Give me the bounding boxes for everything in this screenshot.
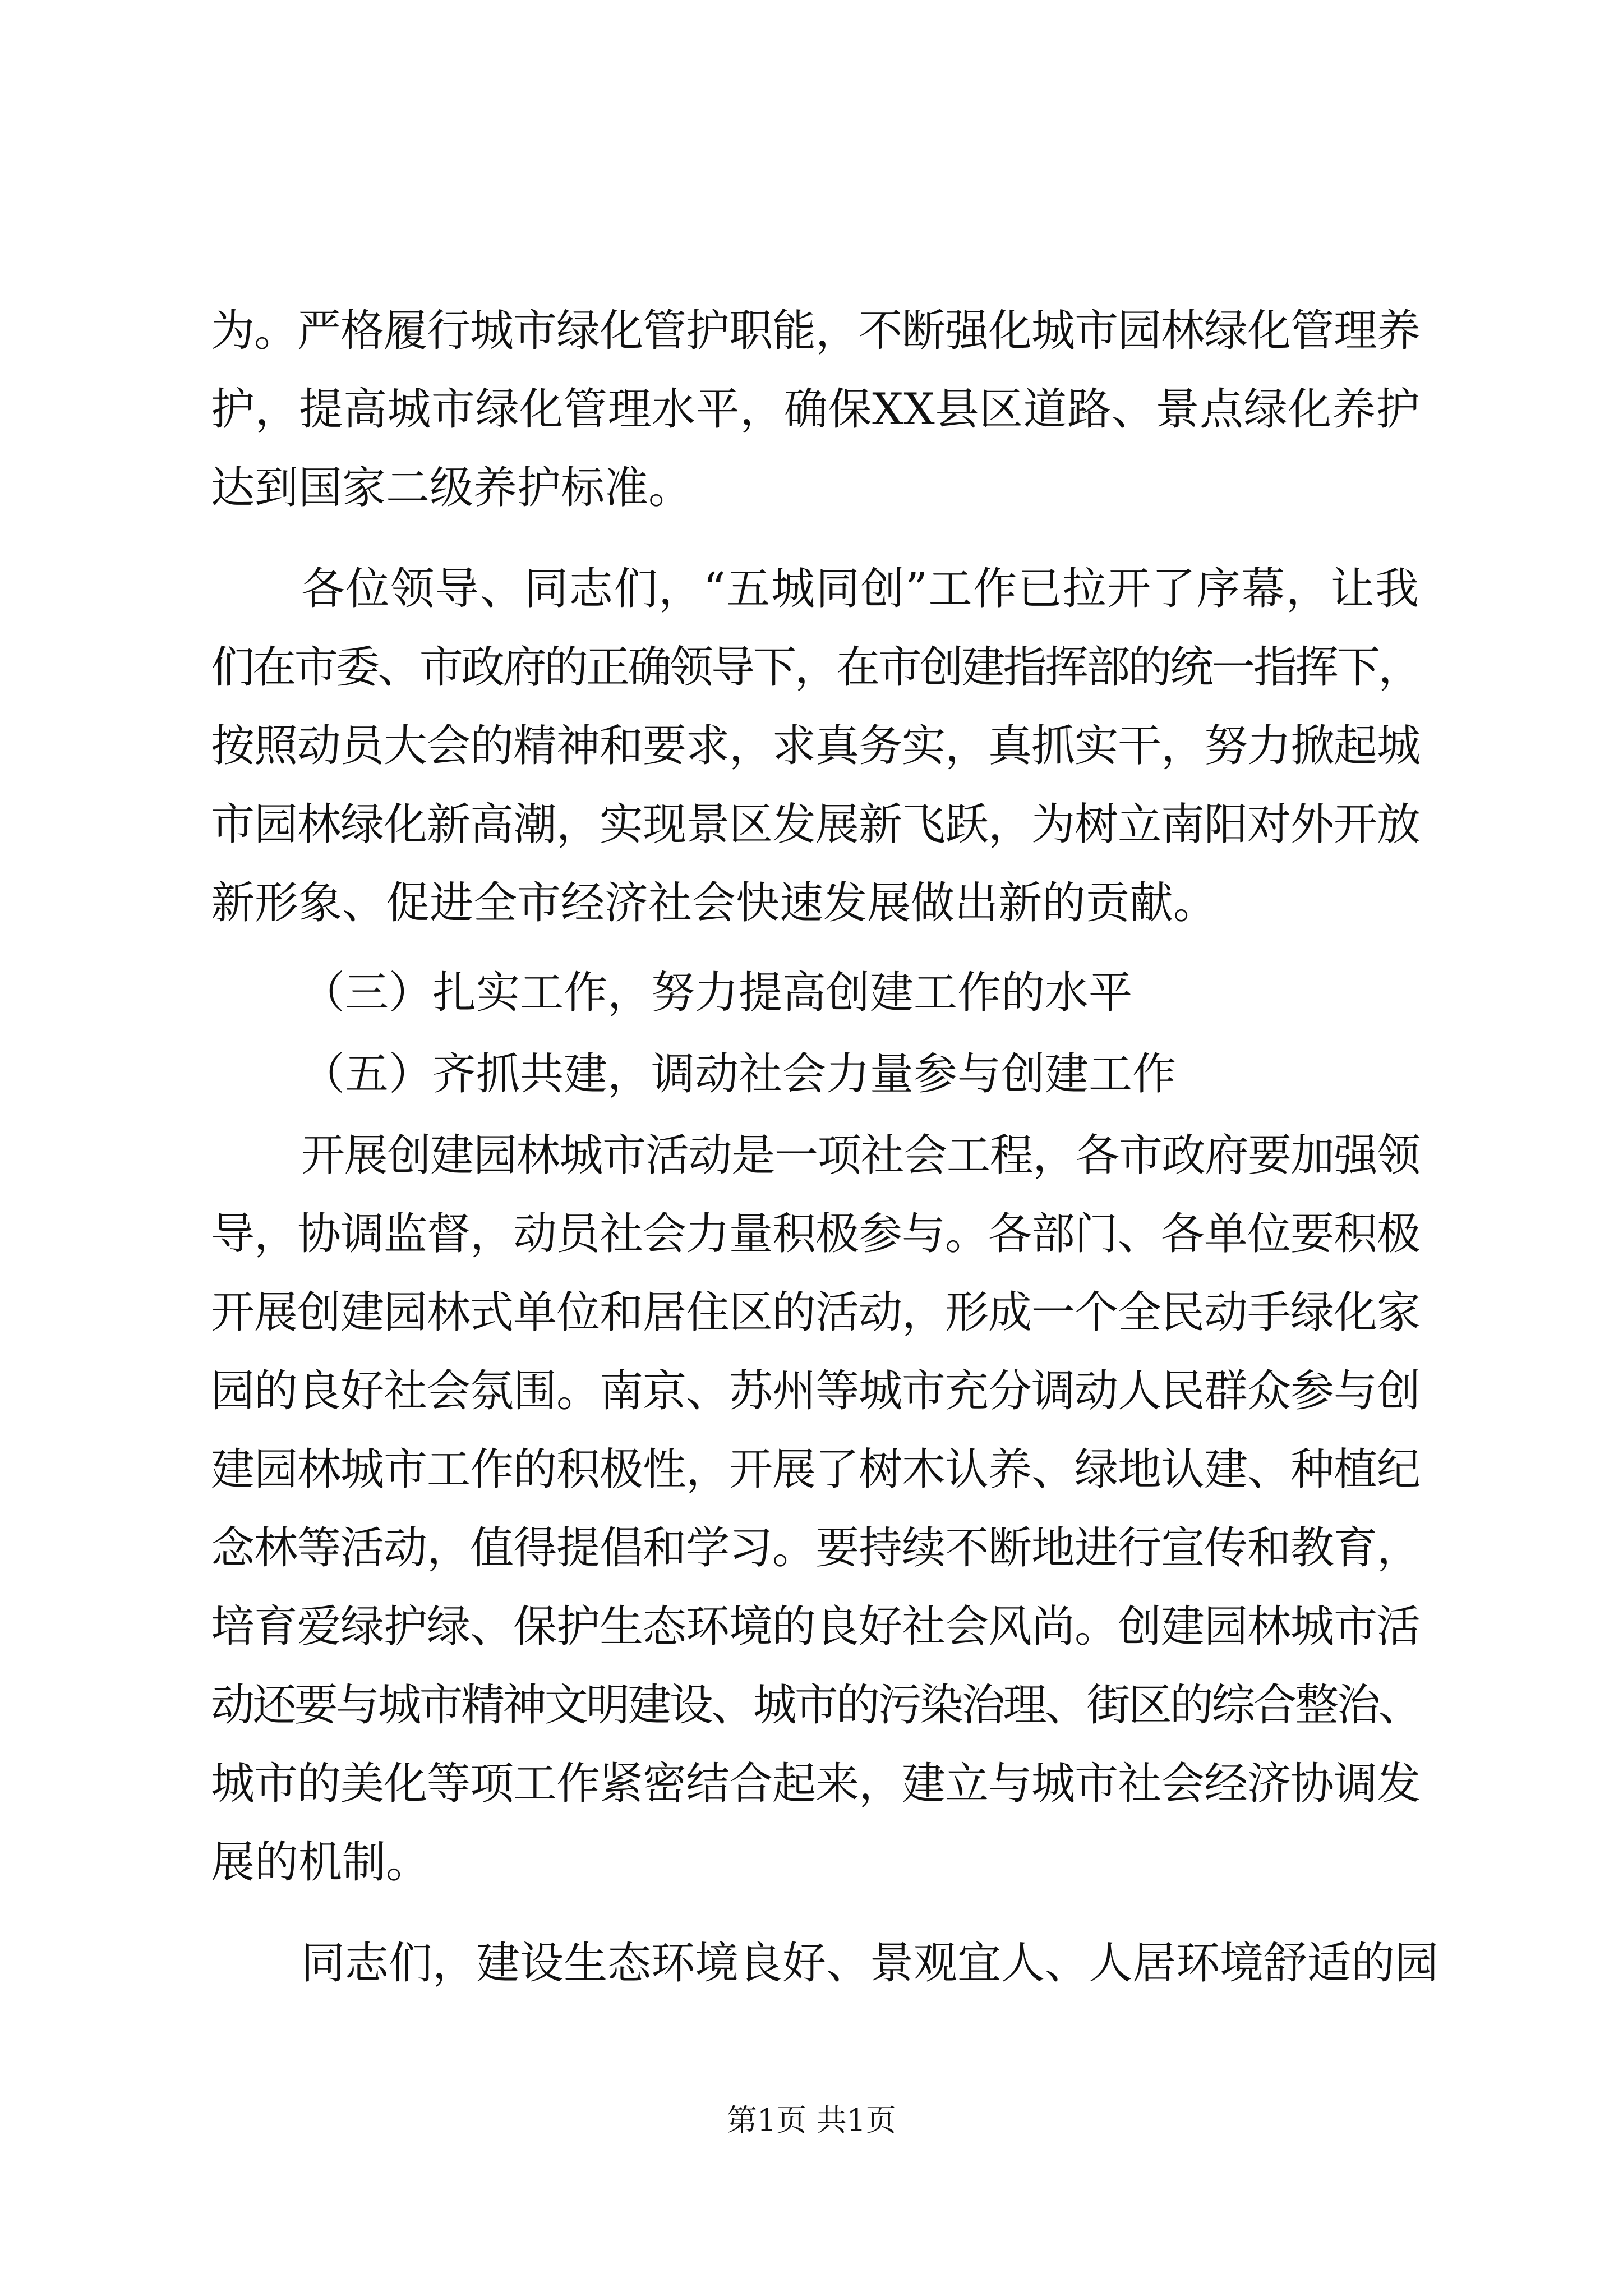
text-line: 城市的美化等项工作紧密结合起来，建立与城市社会经济协调发 [211,1759,1421,1809]
text-line: 展的机制。 [211,1837,430,1888]
text-line: 按照动员大会的精神和要求，求真务实，真抓实干，努力掀起城 [211,721,1421,771]
text-line: 为。严格履行城市绿化管护职能，不断强化城市园林绿化管理养 [211,306,1421,356]
text-line: 同志们，建设生态环境良好、景观宜人、人居环境舒适的园 [301,1938,1439,1989]
text-line: 动还要与城市精神文明建设、城市的污染治理、街区的综合整治、 [211,1680,1421,1731]
text-line: 护，提高城市绿化管理水平，确保XX县区道路、景点绿化养护 [211,384,1421,435]
text-line: 们在市委、市政府的正确领导下，在市创建指挥部的统一指挥下， [211,642,1421,693]
text-line: 开展创建园林城市活动是一项社会工程，各市政府要加强领 [301,1130,1421,1181]
text-line: 市园林绿化新高潮，实现景区发展新飞跃，为树立南阳对外开放 [211,799,1421,850]
text-line: 培育爱绿护绿、保护生态环境的良好社会风尚。创建园林城市活 [211,1602,1421,1652]
text-line: 开展创建园林式单位和居住区的活动，形成一个全民动手绿化家 [211,1287,1421,1338]
section-heading: （五）齐抓共建，调动社会力量参与创建工作 [301,1049,1177,1099]
page-footer: 第1页 共1页 [727,2102,896,2138]
text-line: 建园林城市工作的积极性，开展了树木认养、绿地认建、种植纪 [211,1444,1421,1495]
text-line: 念林等活动，值得提倡和学习。要持续不断地进行宣传和教育， [211,1523,1421,1573]
text-line: 新形象、促进全市经济社会快速发展做出新的贡献。 [211,878,1218,928]
text-line: 导，协调监督，动员社会力量积极参与。各部门、各单位要积极 [211,1209,1421,1259]
text-line: 园的良好社会氛围。南京、苏州等城市充分调动人民群众参与创 [211,1366,1421,1416]
section-heading: （三）扎实工作，努力提高创建工作的水平 [301,968,1133,1018]
text-line: 各位领导、同志们，“五城同创”工作已拉开了序幕，让我 [301,564,1420,614]
text-line: 达到国家二级养护标准。 [211,463,693,513]
